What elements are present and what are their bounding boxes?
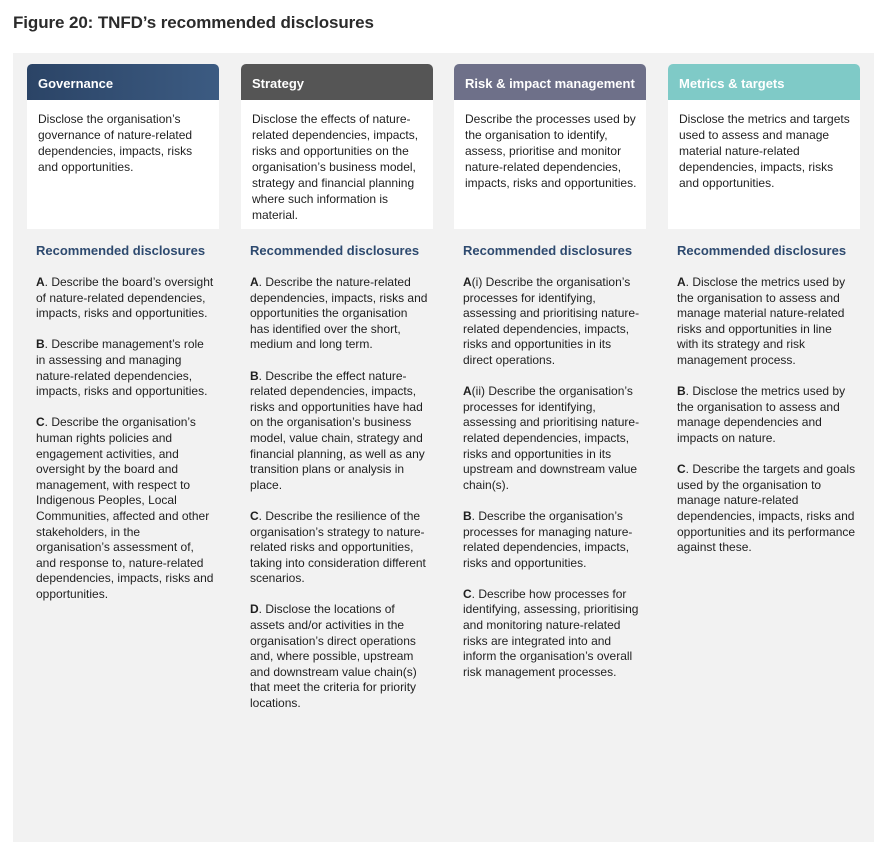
disclosure-item: B. Describe the organisation’s processes for managing nature-related dependencies, impacts, risks and opportunities. (463, 508, 633, 570)
recommended-disclosures-heading: Recommended disclosures (250, 243, 420, 258)
column-summary: Describe the processes used by the organisation to identify, assess, prioritise and monitor nature-related dependencies, impacts, risks and opportunities. (454, 100, 646, 229)
column-header: Metrics & targets (668, 64, 860, 100)
column-summary: Disclose the effects of nature-related dependencies, impacts, risks and opportunities on the organisation’s business model, strategy and financial planning where such information is material. (241, 100, 433, 229)
disclosure-item: A(i) Describe the organisation’s processes for identifying, assessing and prioritising nature-related dependencies, impacts, risks and opportunities in its direct operations. (463, 275, 640, 367)
disclosure-item: A. Describe the nature-related dependencies, impacts, risks and opportunities the organisation has identified over the short, medium and long term. (250, 275, 428, 352)
column-summary: Disclose the organisation’s governance of nature-related dependencies, impacts, risks and opportunities. (27, 100, 219, 229)
figure-title: Figure 20: TNFD’s recommended disclosures (13, 13, 374, 32)
disclosure-item: C. Describe the organisation’s human rights policies and engagement activities, and oversight by the board and management, with respect to Indigenous Peoples, Local Communities, affected and other stakeholders, in the organisation’s assessment of, and response to, nature-related dependencies, impacts, risks and opportunities. (36, 415, 214, 601)
disclosure-item: C. Describe the targets and goals used by the organisation to manage nature-related dependencies, impacts, risks and opportunities and its performance against these. (677, 462, 856, 555)
recommended-disclosures-heading: Recommended disclosures (36, 243, 206, 258)
disclosure-item: A. Describe the board’s oversight of nature-related dependencies, impacts, risks and opportunities. (36, 275, 214, 321)
disclosure-item: C. Describe the resilience of the organisation’s strategy to nature-related risks and opportunities, taking into consideration different scenarios. (250, 508, 426, 586)
disclosure-item: B. Describe the effect nature-related dependencies, impacts, risks and opportunities have had on the organisation’s business model, value chain, strategy and financial planning, as well as any transition plans or analysis in place. (250, 368, 425, 492)
metrics-targets-column (668, 64, 860, 571)
disclosure-item: B. Describe management’s role in assessing and managing nature-related dependencies, impacts, risks and opportunities. (36, 337, 208, 399)
column-header: Strategy (241, 64, 433, 100)
column-header: Risk & impact management (454, 64, 646, 100)
column-header: Governance (27, 64, 219, 100)
disclosure-item: C. Describe how processes for identifying, assessing, prioritising and monitoring nature-related risks are integrated into and inform the organisation’s overall risk management processes. (463, 586, 639, 679)
disclosure-item: D. Disclose the locations of assets and/or activities in the organisation’s direct operations and, where possible, upstream and downstream value chain(s) that meet the criteria for priority locations. (250, 602, 417, 711)
column-summary: Disclose the metrics and targets used to assess and manage material nature-related dependencies, impacts, risks and opportunities. (668, 100, 860, 229)
disclosure-item: A(ii) Describe the organisation’s processes for identifying, assessing and prioritising nature-related dependencies, impacts, risks and opportunities in its upstream and downstream value chain(s). (463, 384, 640, 492)
governance-column (27, 64, 219, 618)
strategy-column (241, 64, 433, 727)
recommended-disclosures-heading: Recommended disclosures (463, 243, 633, 258)
recommended-disclosures-heading: Recommended disclosures (677, 243, 847, 258)
risk-impact-management-column (454, 64, 646, 696)
disclosure-item: A. Disclose the metrics used by the organisation to assess and manage material nature-related risks and opportunities in line with its strategy and risk management process. (677, 275, 846, 367)
disclosure-item: B. Disclose the metrics used by the organisation to assess and manage dependencies and impacts on nature. (677, 384, 846, 445)
